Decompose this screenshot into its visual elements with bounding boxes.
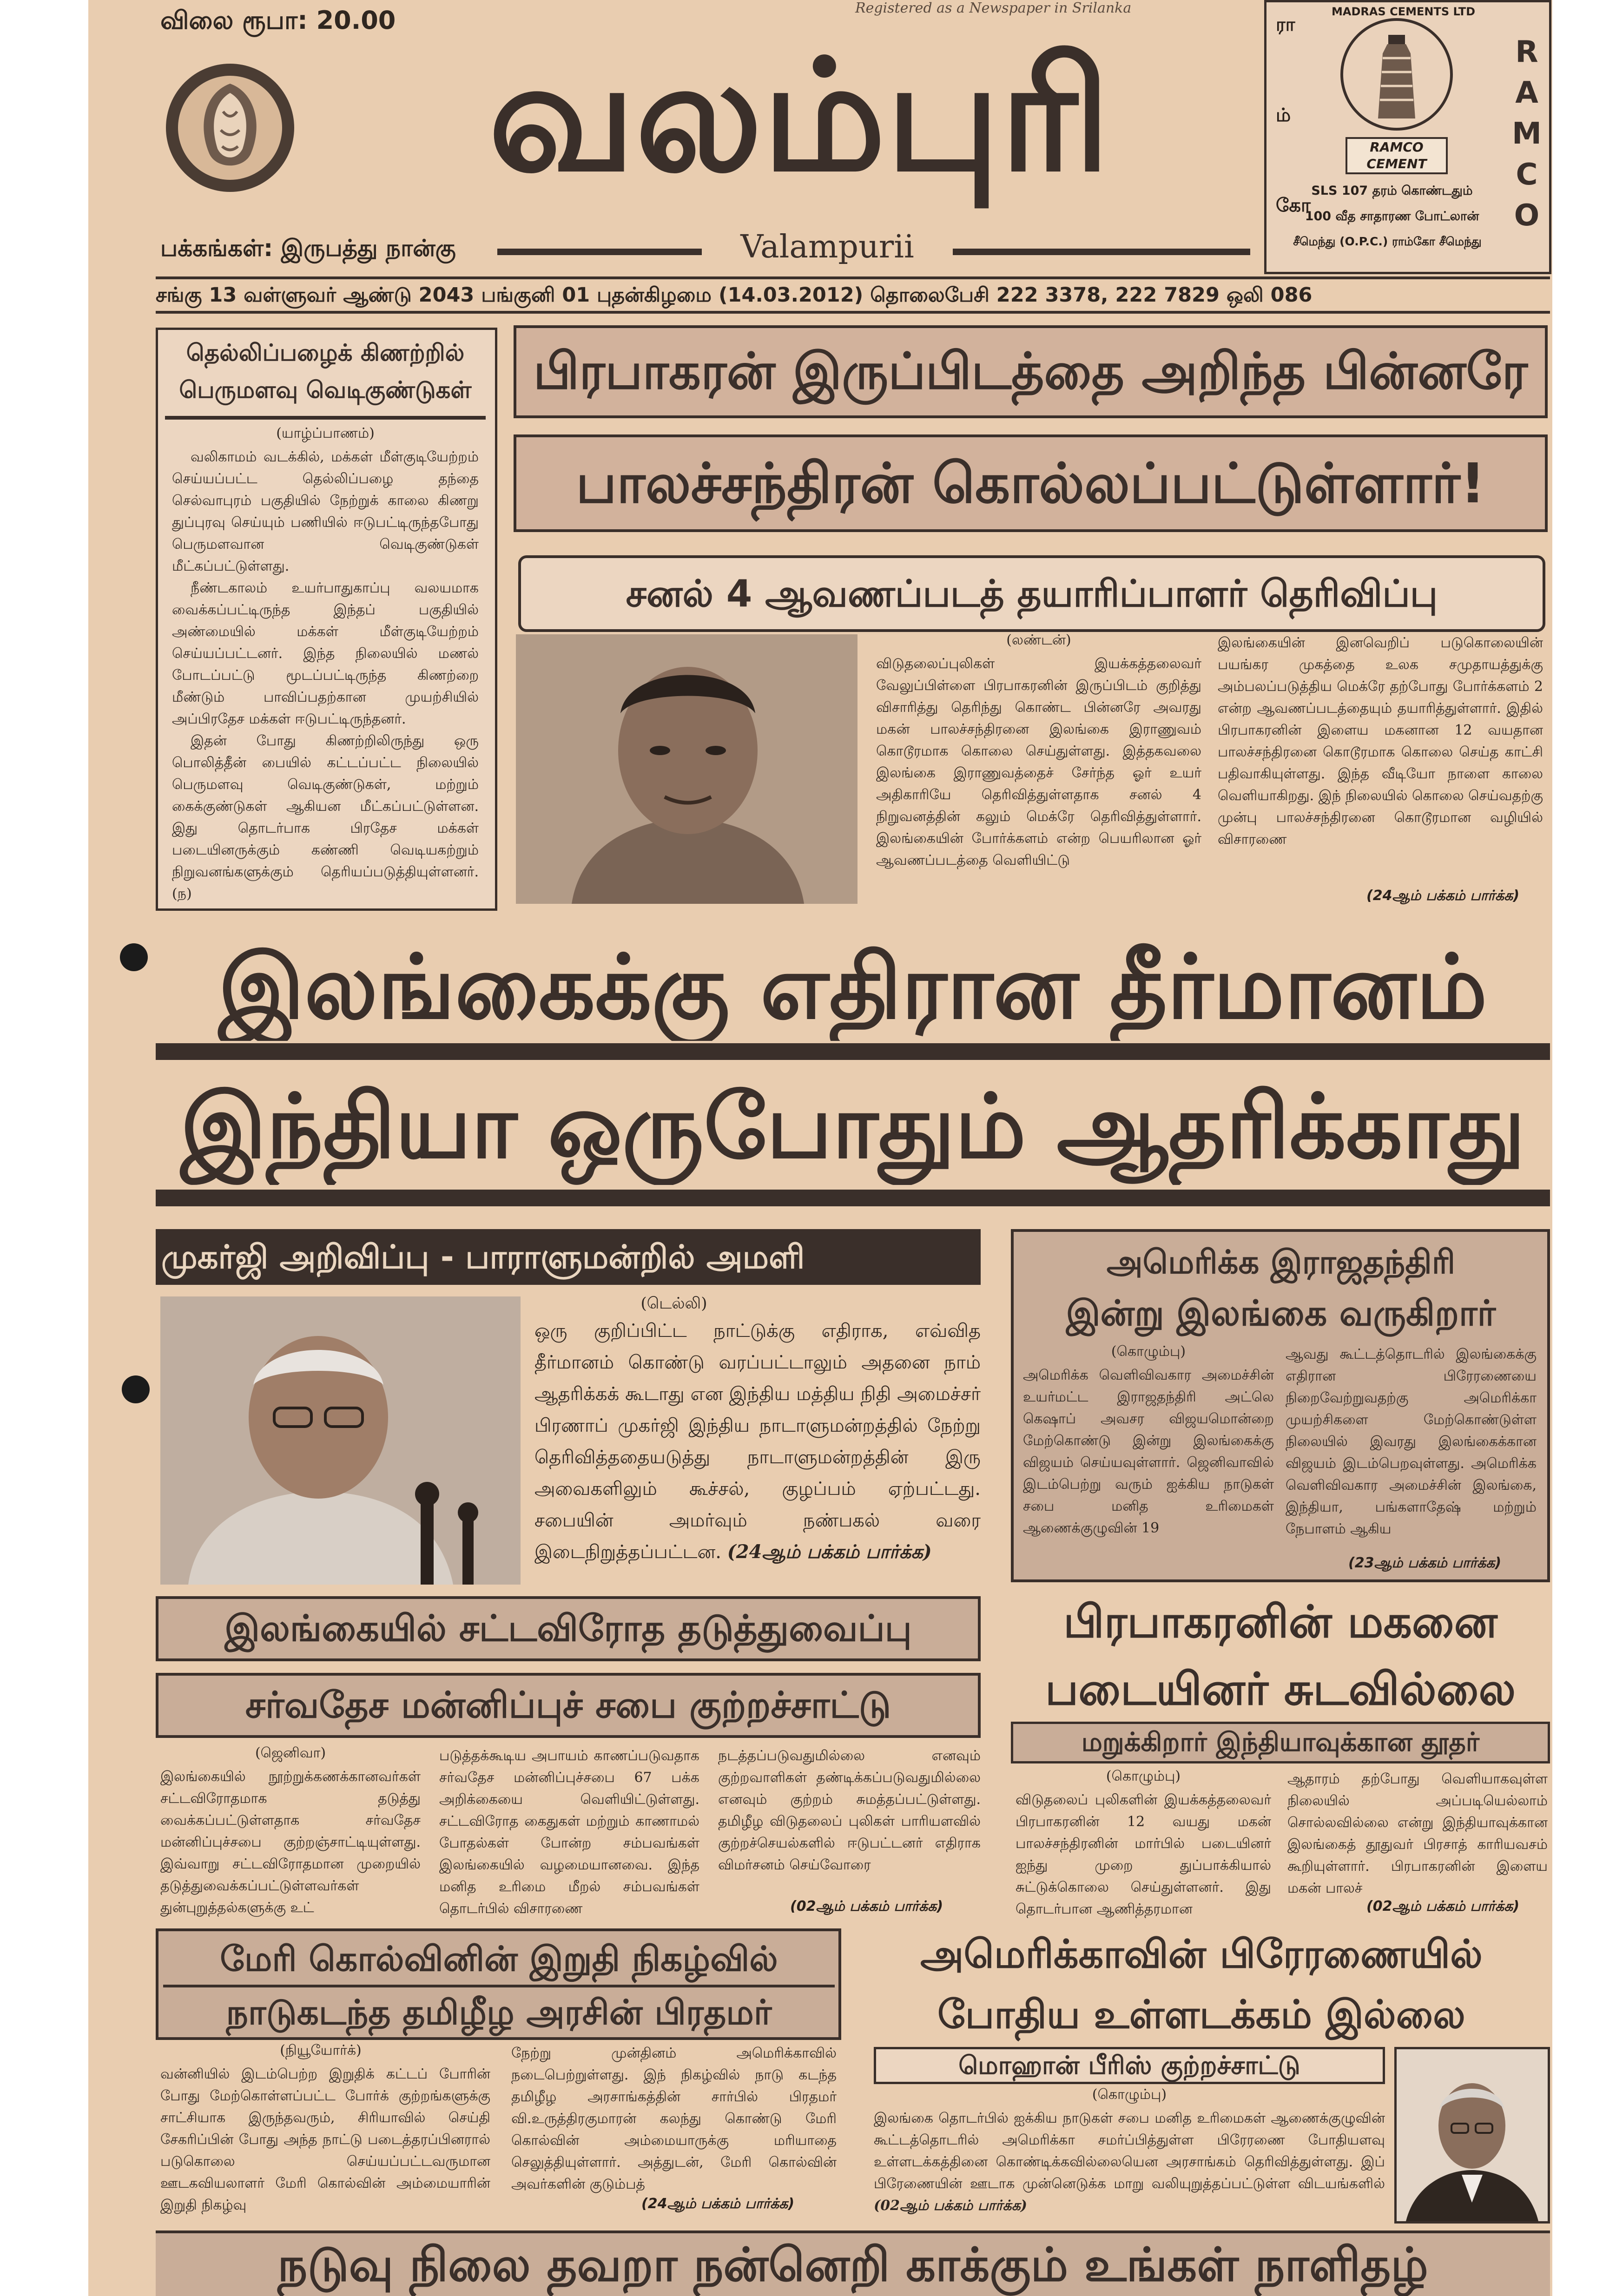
envoy-dateline: (கொழும்பு) [1111, 1343, 1186, 1360]
registered-note: Registered as a Newspaper in Srilanka [855, 0, 1132, 16]
ramco-glyph-m: ம் [1276, 104, 1291, 126]
story-well [156, 328, 497, 911]
amnesty-headline-1-box [156, 1596, 981, 1661]
punch-hole-top [120, 943, 148, 971]
well-headline-1: தெல்லிப்பழைக் கிணற்றில் [186, 339, 465, 366]
well-paragraph-3: இதன் போது கிணற்றிலிருந்து ஒரு பொலித்தீன் பையில் கட்டப்பட்ட நிலையில் பெருமளவு வெடிகுண்டுகள், மற்றும் கைக்குண்டுகள் ஆகியன மீட்கப்பட்டுள்ளன. இது தொடர்பாக பிரதேச மக்கள் படையினருக்கும் கண்ணி வெடியகற்றும் நிறுவனங்களுக்கும் தெரியப்படுத்தியுள்ளனர். (ந) [172, 733, 479, 901]
ramco-glyph-ra: ரா [1276, 14, 1295, 35]
amnesty-headline-2-box [156, 1673, 981, 1738]
banner-line-1: இலங்கைக்கு எதிரான தீர்மானம் [218, 936, 1487, 1039]
banner-line-2: இந்தியா ஒருபோதும் ஆதரிக்காது [180, 1075, 1525, 1178]
peiris-photo [1394, 2047, 1550, 2224]
marie-dateline: (நியூயோர்க்) [280, 2042, 362, 2059]
lead-column-1: விடுதலைப்புலிகள் இயக்கத்தலைவர் வேலுப்பிள்ளை பிரபாகரனின் இருப்பிடம் குறித்து விசாரித்து தெரிந்து கொண்ட பின்னரே அவரது மகன் பாலச்சந்திரனை இலங்கை இராணுவம் கொடூரமாக கொலை செய்துள்ளது. இத்தகவலை இலங்கை இராணுவத்தைச் சேர்ந்த ஓர் உயர் அதிகாரியே தெரிவித்துள்ளதாக சனல் 4 நிறுவனத்தின் கலும் மெக்ரே தெரிவித்துள்ளார். இலங்கையின் போர்க்களம் என்ற பெயரிலான ஓர் ஆவணப்படத்தை வெளியிட்டு [876, 656, 1201, 868]
banner-rule-2 [156, 1190, 1550, 1206]
resolution-body [874, 2107, 1385, 2219]
marie-column-2: நேற்று முன்தினம் அமெரிக்காவில் நடைபெற்றுள்ளது. இந் நிகழ்வில் நாடு கடந்த தமிழீழ அரசாங்கத்தின் சார்பில் பிரதமர் வி.உருத்திரகுமாரன் கலந்து கொண்டு மேரி கொல்வின் அம்மையாருக்கு மரியாதை செலுத்தியுள்ளார். அத்துடன், மேரி கொல்வின் அவர்களின் குடும்பத் [511, 2045, 837, 2192]
pages-label: பக்கங்கள்: இருபத்து நான்கு [160, 235, 456, 262]
marie-headline-box [156, 1928, 841, 2040]
marie-headline-1: மேரி கொல்வினின் இறுதி நிகழ்வில் [220, 1939, 778, 1979]
lead-subhead-box [518, 555, 1545, 632]
lead-headline-2-box [514, 434, 1548, 532]
lead-headline-1-box [514, 325, 1548, 418]
son-continued: (02ஆம் பக்கம் பார்க்க) [1366, 1898, 1520, 1914]
well-body [172, 446, 479, 901]
mukherjee-dateline: (டெல்லி) [640, 1294, 707, 1313]
well-headline-2: பெருமளவு வெடிகுண்டுகள் [179, 376, 472, 403]
punch-hole-bottom [122, 1375, 150, 1403]
ramco-line-1: SLS 107 தரம் கொண்டதும் [1311, 184, 1473, 198]
story-us-envoy [1011, 1229, 1550, 1582]
mukherjee-continued: (24ஆம் பக்கம் பார்க்க) [727, 1541, 932, 1563]
footer-slogan-bar [156, 2230, 1550, 2296]
amnesty-column-2: படுத்தக்கூடிய அபாயம் காணப்படுவதாக சர்வதேச மன்னிப்புச்சபை 67 பக்க அறிக்கையை வெளியிட்டுள்ளது. சட்டவிரோத கைதுகள் மற்றும் காணாமல் போதல்கள் போன்ற சம்பவங்கள் இலங்கையில் வழமையானவை. இந்த மனித உரிமை மீறல் சம்பவங்கள் தொடர்பில் விசாரணை [439, 1748, 699, 1917]
mukherjee-text: ஒரு குறிப்பிட்ட நாட்டுக்கு எதிராக, எவ்வித தீர்மானம் கொண்டு வரப்பட்டாலும் அதனை நாம் ஆதரிக்கக் கூடாது என இந்திய மத்திய நிதி அமைச்சர் பிரணாப் முகர்ஜி இந்திய நாடாளுமன்றத்தில் நேற்று தெரிவித்ததையடுத்து நாடாளுமன்றத்தின் இரு அவைகளிலும் கூச்சல், குழப்பம் ஏற்பட்டது. சபையின் அமர்வும் நண்பகல் வரை இடைநிறுத்தப்பட்டன. [534, 1320, 981, 1563]
amnesty-headline-2: சர்வதேச மன்னிப்புச் சபை குற்றச்சாட்டு [245, 1684, 891, 1726]
banner-rule-1 [156, 1043, 1550, 1060]
well-headline-rule [165, 416, 486, 420]
marie-column-1: வன்னியில் இடம்பெற்ற இறுதிக் கட்டப் போரின் போது மேற்கொள்ளப்பட்ட போர்க் குற்றங்களுக்கு சாட்சியாக இருந்தவரும், சிரியாவில் செய்தி சேகரிப்பின் போது அந்த நாட்டு படைத்தரப்பினரால் படுகொலை செய்யப்பட்டவருமான ஊடகவியலாளர் மேரி கொல்வின் அம்மையாரின் இறுதி நிகழ்வு [160, 2066, 490, 2213]
amnesty-headline-1: இலங்கையில் சட்டவிரோத தடுத்துவைப்பு [224, 1608, 912, 1650]
ramco-arc-text: MADRAS CEMENTS LTD [1332, 5, 1476, 18]
resolution-headline-2: போதிய உள்ளடக்கம் இல்லை [937, 1992, 1465, 2037]
son-headline-2: படையினர் சுடவில்லை [1045, 1663, 1516, 1715]
envoy-headline-2: இன்று இலங்கை வருகிறார் [1066, 1292, 1496, 1334]
masthead-title: வலம்புரி [488, 27, 1111, 205]
envoy-column-2: ஆவது கூட்டத்தொடரில் இலங்கைக்கு எதிரான பிரேரணையை நிறைவேற்றுவதற்கு அமெரிக்கா முயற்சிகளை மேற்கொண்டுள்ள நிலையில் இவரது இலங்கைக்கான விஜயம் இடம்பெறவுள்ளது. அமெரிக்க வெளிவிவகார அமைச்சின் இலங்கை, இந்தியா, பங்களாதேஷ் மற்றும் நேபாளம் ஆகிய [1286, 1346, 1537, 1537]
conch-emblem [163, 60, 297, 195]
ramco-vertical-brand: RAMCO [1510, 35, 1544, 239]
son-subhead-box [1011, 1722, 1550, 1763]
amnesty-column-3: நடத்தப்படுவதுமில்லை எனவும் குற்றவாளிகள் தண்டிக்கப்படுவதுமில்லை எனவும் குற்றம் சுமத்தப்பட்டுள்ளது. தமிழீழ விடுதலைப் புலிகள் பாரியளவில் குற்றச்செயல்களில் ஈடுபட்டனர் எதிராக விமர்சனம் செய்வோரை [718, 1748, 981, 1873]
well-paragraph-2: நீண்டகாலம் உயர்பாதுகாப்பு வலயமாக வைக்கப்பட்டிருந்த இந்தப் பகுதியில் அண்மையில் மக்கள் மீள்குடியேற்றம் செய்யப்பட்டனர். இந்த நிலையில் மணல் போடப்பட்டு மூடப்பட்டிருந்த கிணற்றை மீண்டும் பாவிப்பதற்கான முயற்சியில் அப்பிரதேச மக்கள் ஈடுபட்டிருந்தனர். [172, 580, 479, 727]
envoy-continued: (23ஆம் பக்கம் பார்க்க) [1348, 1555, 1502, 1571]
issue-dateline: சங்கு 13 வள்ளுவர் ஆண்டு 2043 பங்குனி 01 புதன்கிழமை (14.03.2012) தொலைபேசி 222 3378, 222 7829 ஒலி 086 [156, 283, 1313, 307]
lead-headline-2: பாலச்சந்திரன் கொல்லப்பட்டுள்ளார்! [576, 451, 1485, 515]
lead-headline-1: பிரபாகரன் இருப்பிடத்தை அறிந்த பின்னரே [533, 342, 1528, 401]
lead-column-2: இலங்கையின் இனவெறிப் படுகொலையின் பயங்கர முகத்தை உலக சமுதாயத்துக்கு அம்பலப்படுத்திய மெக்ரே தற்போது போர்க்களம் 2 என்ற ஆவணப்படத்தையும் தயாரித்துள்ளார். இதில் பிரபாகரனின் இளைய மகனான 12 வயதான பாலச்சந்திரனை கொடூரமாக கொலை செய்த காட்சி பதிவாகியுள்ளது. இந்த வீடியோ நாளை காலை வெளியாகிறது. இந் நிலையில் கொலை செய்வதற்கு முன்பு பாலச்சந்திரனை கொடூரமான வழியில் விசாரணை [1218, 635, 1543, 848]
son-dateline: (கொழும்பு) [1106, 1768, 1181, 1784]
resolution-subhead: மொஹான் பீரிஸ் குற்றச்சாட்டு [958, 2051, 1300, 2080]
mukherjee-headline: முகர்ஜி அறிவிப்பு - பாராளுமன்றில் அமளி [161, 1238, 805, 1276]
masthead-rule-right [953, 249, 1250, 255]
son-headline-1: பிரபாகரனின் மகனை [1063, 1596, 1497, 1648]
mukherjee-photo [160, 1296, 521, 1585]
resolution-headline-1: அமெரிக்காவின் பிரேரணையில் [920, 1931, 1483, 1977]
envoy-column-1: அமெரிக்க வெளிவிவகார அமைச்சின் உயர்மட்ட இராஜதந்திரி அட்லெ கெஷாப் அவசர விஜயமொன்றை மேற்கொண்டு இன்று இலங்கைக்கு விஜயம் செய்யவுள்ளார். ஜெனிவாவில் இடம்பெற்று வரும் ஐக்கிய நாடுகள் சபை மனித உரிமைகள் ஆணைக்குழுவின் 19 [1023, 1367, 1274, 1536]
temple-icon [1336, 16, 1457, 132]
well-paragraph-1: வலிகாமம் வடக்கில், மக்கள் மீள்குடியேற்றம் செய்யப்பட்ட தெல்லிப்பழை தந்தை செல்வாபுரம் பகுதியில் நேற்றுக் காலை கிணறு துப்புரவு செய்யும் பணியில் ஈடுபட்டிருந்தபோது பெருமளவான வெடிகுண்டுகள் மீட்கப்பட்டுள்ளது. [172, 449, 479, 574]
masthead-subtitle: Valampurii [740, 229, 914, 265]
ramco-line-3: சீமெந்து (O.P.C.) ராம்கோ சீமெந்து [1293, 235, 1482, 248]
lead-subhead: சனல் 4 ஆவணப்படத் தயாரிப்பாளர் தெரிவிப்பு [626, 572, 1438, 615]
amnesty-continued: (02ஆம் பக்கம் பார்க்க) [790, 1898, 943, 1914]
resolution-text: இலங்கை தொடர்பில் ஐக்கிய நாடுகள் சபை மனித உரிமைகள் ஆணைக்குழுவின் கூட்டத்தொடரில் அமெரிக்கா சமர்ப்பித்துள்ள பிரேரணை போதியளவு உள்ளடக்கத்தினை கொண்டிக்கவில்லையென அரசாங்கம் தெரிவித்துள்ளது. இப் பிரேணையின் ஊடாக முன்னெடுக்க மாறு வலியுறுத்தப்பட்டுள்ள விடயங்களில் [874, 2110, 1385, 2192]
ramco-advert [1264, 0, 1551, 274]
dateline-bar [156, 276, 1550, 314]
marie-headline-2: நாடுகடந்த தமிழீழ அரசின் பிரதமர் [226, 1993, 772, 2033]
mukherjee-body [534, 1315, 981, 1575]
resolution-continued: (02ஆம் பக்கம் பார்க்க) [874, 2197, 1027, 2214]
son-column-2: ஆதாரம் தற்போது வெளியாகவுள்ள நிலையில் அப்படியெல்லாம் சொல்லவில்லை என்று இந்தியாவுக்கான இலங்கைத் தூதுவர் பிரசாத் காரியவசம் கூறியுள்ளார். பிரபாகரனின் இளைய மகன் பாலச் [1287, 1771, 1548, 1896]
masthead-rule-left [497, 249, 702, 255]
well-dateline: (யாழ்ப்பாணம்) [276, 425, 375, 441]
lead-continued: (24ஆம் பக்கம் பார்க்க) [1366, 888, 1520, 904]
son-subhead: மறுக்கிறார் இந்தியாவுக்கான தூதர் [1081, 1727, 1480, 1757]
amnesty-column-1: இலங்கையில் நூற்றுக்கணக்கானவர்கள் சட்டவிரோதமாக தடுத்து வைக்கப்பட்டுள்ளதாக சர்வதேச மன்னிப்புச்சபை குற்றஞ்சாட்டியுள்ளது. இவ்வாறு சட்டவிரோதமான முறையில் தடுத்துவைக்கப்பட்டுள்ளவர்கள் துன்புறுத்தல்களுக்கு உட் [160, 1769, 421, 1916]
ramco-glyph-ko: கோ [1276, 195, 1311, 216]
son-column-1: விடுதலைப் புலிகளின் இயக்கத்தலைவர் பிரபாகரனின் 12 வயது மகன் பாலச்சந்திரனின் மார்பில் படையினர் ஐந்து முறை துப்பாக்கியால் சுட்டுக்கொலை செய்துள்ளனர். இது தொடர்பான ஆணித்தரமான [1016, 1792, 1271, 1917]
ramco-line-2: 100 வீத சாதாரண போட்லான் [1305, 209, 1479, 224]
mukherjee-headline-bar [156, 1229, 981, 1285]
marie-continued: (24ஆம் பக்கம் பார்க்க) [641, 2196, 795, 2212]
price-label: விலை ரூபா: 20.00 [160, 6, 396, 35]
amnesty-dateline: (ஜெனிவா) [255, 1745, 326, 1761]
resolution-subhead-box [874, 2047, 1385, 2084]
filmmaker-photo [516, 634, 857, 904]
resolution-dateline: (கொழும்பு) [1092, 2086, 1167, 2103]
envoy-headline-1: அமெரிக்க இராஜதந்திரி [1106, 1243, 1456, 1281]
ramco-badge: RAMCO CEMENT [1346, 137, 1448, 174]
footer-slogan: நடுவு நிலை தவறா நன்னெறி காக்கும் உங்கள் நாளிதழ் [277, 2237, 1428, 2292]
lead-dateline: (லண்டன்) [1006, 632, 1071, 648]
